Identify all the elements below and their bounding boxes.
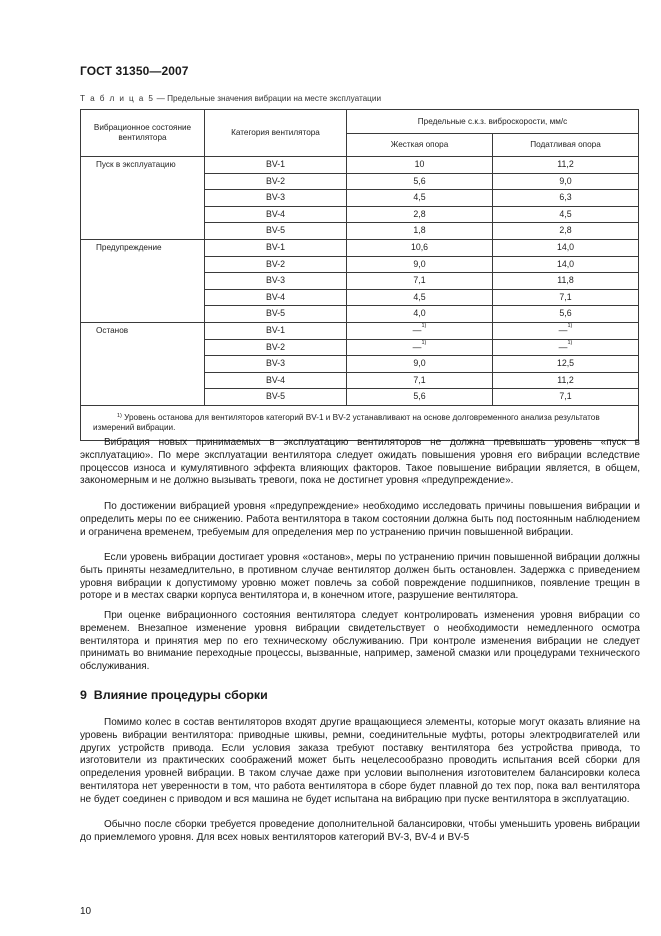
cell-fan-category: BV-5 <box>205 306 347 323</box>
limit-value: 11,8 <box>557 275 574 286</box>
paragraph-shutdown: Если уровень вибрации достигает уровня «останов», меры по устранению причин повышенной вибрации должны быть приняты незамедлительно, в противном случае вентилятор должен быть остановлен. Задержка с приведением уровня вибрации к допустимому уровню может повлечь за собой повреждение подшипников, появление трещин в роторе и в местах сварки корпуса вентилятора и, в конечном итоге, разрушение вентилятора. <box>80 552 640 602</box>
limit-value: 2,8 <box>413 208 426 219</box>
limit-value: 2,8 <box>559 225 572 236</box>
header-flexible-support: Податливая опора <box>493 134 639 157</box>
section-heading <box>80 688 268 702</box>
cell-rigid-value <box>347 322 493 339</box>
paragraph-assembly-balancing: Обычно после сборки требуется проведение дополнительной балансировки, чтобы уменьшить уровень вибрации до приемлемого уровня. Для всех новых вентиляторов категорий BV-3, BV-4 и BV-5 <box>80 819 640 843</box>
cell-rigid-value <box>347 372 493 389</box>
limit-value: 1,8 <box>413 225 426 236</box>
cell-fan-category: BV-5 <box>205 223 347 240</box>
cell-rigid-value <box>347 273 493 290</box>
limit-value: 9,0 <box>559 175 572 186</box>
paragraph-monitoring: При оценке вибрационного состояния вентилятора следует контролировать изменения уровня вибрации со временем. Внезапное изменение уровня вибрации свидетельствует о необходимости немедленного осмотра вентилятора и принятия мер по его техническому обслуживанию. При контроле изменения вибрации не следует принимать во внимание переходные процессы, вызванные, например, заменой смазки или процедурами технического обслуживания. <box>80 610 640 673</box>
cell-flexible-value <box>493 223 639 240</box>
cell-fan-category: BV-4 <box>205 206 347 223</box>
limit-value: 7,1 <box>559 391 572 402</box>
cell-rigid-value <box>347 306 493 323</box>
cell-fan-category: BV-1 <box>205 157 347 174</box>
limit-value: 7,1 <box>413 275 426 286</box>
document-header: ГОСТ 31350—2007 <box>80 64 189 78</box>
header-rigid-support: Жесткая опора <box>347 134 493 157</box>
cell-flexible-value <box>493 239 639 256</box>
cell-flexible-value <box>493 157 639 174</box>
cell-fan-category: BV-3 <box>205 356 347 373</box>
limit-value: 10,6 <box>410 241 429 252</box>
footnote-ref: 1) <box>567 339 573 346</box>
cell-fan-category: BV-3 <box>205 190 347 207</box>
limit-value: 4,5 <box>413 291 426 302</box>
table-row <box>81 157 639 174</box>
cell-fan-category: BV-1 <box>205 239 347 256</box>
page-number: 10 <box>80 906 92 917</box>
limit-value: 6,3 <box>559 192 572 203</box>
footnote-mark: 1) <box>117 412 122 419</box>
cell-vibration-state: Пуск в эксплуатацию <box>81 157 205 240</box>
cell-rigid-value <box>347 289 493 306</box>
cell-flexible-value <box>493 306 639 323</box>
cell-fan-category: BV-2 <box>205 256 347 273</box>
cell-fan-category: BV-2 <box>205 173 347 190</box>
table-row <box>81 322 639 339</box>
cell-fan-category: BV-1 <box>205 322 347 339</box>
footnote-ref: 1) <box>567 322 573 329</box>
footnote-ref: 1) <box>421 322 427 329</box>
header-fan-category: Категория вентилятора <box>205 110 347 157</box>
cell-rigid-value <box>347 389 493 406</box>
cell-fan-category: BV-4 <box>205 372 347 389</box>
limit-value: 14,0 <box>556 258 575 269</box>
cell-flexible-value <box>493 322 639 339</box>
cell-flexible-value <box>493 173 639 190</box>
cell-flexible-value <box>493 206 639 223</box>
section-number: 9 <box>80 688 87 702</box>
limit-value: 7,1 <box>413 374 426 385</box>
footnote-ref: 1) <box>421 339 427 346</box>
limit-value: 4,0 <box>413 308 426 319</box>
cell-vibration-state: Предупреждение <box>81 239 205 322</box>
cell-fan-category: BV-3 <box>205 273 347 290</box>
cell-flexible-value <box>493 273 639 290</box>
cell-flexible-value <box>493 356 639 373</box>
cell-flexible-value <box>493 190 639 207</box>
limit-value: 12,5 <box>556 358 575 369</box>
table-caption-text: Предельные значения вибрации на месте эксплуатации <box>167 94 382 103</box>
limit-value: 4,5 <box>413 192 426 203</box>
cell-flexible-value <box>493 289 639 306</box>
paragraph-warning: По достижении вибрацией уровня «предупреждение» необходимо исследовать причины повышения вибрации и определить меры по ее снижению. Работа вентилятора в таком состоянии должна быть под постоянным наблюдением и ограничена временем, требуемым для определения мер по устранению причин повышенной вибрации. <box>80 501 640 538</box>
limit-value: — <box>558 324 568 335</box>
cell-rigid-value <box>347 239 493 256</box>
cell-fan-category: BV-2 <box>205 339 347 356</box>
table-caption <box>80 94 381 103</box>
cell-vibration-state: Останов <box>81 322 205 405</box>
section-title: Влияние процедуры сборки <box>93 688 268 702</box>
limit-value: 5,6 <box>413 175 426 186</box>
header-limit-values: Предельные с.к.з. виброскорости, мм/с <box>347 110 639 134</box>
table-body <box>81 157 639 406</box>
limit-value: — <box>412 324 422 335</box>
limit-value: 5,6 <box>559 308 572 319</box>
table-caption-separator: — <box>154 94 168 103</box>
limit-value: 4,5 <box>559 208 572 219</box>
cell-rigid-value <box>347 190 493 207</box>
cell-flexible-value <box>493 256 639 273</box>
limit-value: 5,6 <box>413 391 426 402</box>
cell-rigid-value <box>347 206 493 223</box>
cell-rigid-value <box>347 157 493 174</box>
limit-value: — <box>412 341 422 352</box>
paragraph-assembly-elements: Помимо колес в состав вентиляторов входят другие вращающиеся элементы, которые могут оказать влияние на уровень вибрации вентилятора: приводные шкивы, ремни, соединительные муфты, роторы электродвигателей или других устройств привода. Если условия заказа требуют поставку вентилятора без устройства привода, то изготовители из практических соображений может быть нецелесообразно проводить испытания всей сборки для определения уровней вибрации. В таком случае даже при условии выполнения изготовителем балансировки колеса вентилятора нет уверенности в том, что работа вентилятора в сборе будет плавной до тех пор, пока вал вентилятора не будет соединен с приводом и вся машина не будет испытана на вибрацию при пуске вентилятора в эксплуатацию. <box>80 717 640 805</box>
limit-value: 7,1 <box>559 291 572 302</box>
cell-rigid-value <box>347 223 493 240</box>
limit-value: 10 <box>414 159 425 169</box>
paragraph-commissioning: Вибрация новых принимаемых в эксплуатацию вентиляторов не должна превышать уровень «пуск в эксплуатацию». По мере эксплуатации вентилятора следует ожидать повышения уровня его вибрации вследствие процессов износа и кумулятивного эффекта влияющих факторов. Такое повышение вибрации является, в общем, закономерным и не должно вызывать тревоги, пока не достигнет уровня «предупреждение». <box>80 437 640 487</box>
cell-flexible-value <box>493 389 639 406</box>
limit-value: 11,2 <box>557 374 574 385</box>
limit-value: 14,0 <box>556 241 575 252</box>
cell-rigid-value <box>347 173 493 190</box>
header-vibration-state: Вибрационное состояние вентилятора <box>81 110 205 157</box>
cell-fan-category: BV-5 <box>205 389 347 406</box>
limit-value: 11,2 <box>557 159 574 169</box>
footnote-text: Уровень останова для вентиляторов категорий BV-1 и BV-2 устанавливают на основе долговременного анализа результатов измерений вибрации. <box>93 412 600 433</box>
table-row <box>81 239 639 256</box>
cell-rigid-value <box>347 356 493 373</box>
table-footnote <box>81 405 639 440</box>
limit-value: 9,0 <box>413 358 426 369</box>
vibration-limits-table <box>80 109 639 441</box>
cell-flexible-value <box>493 372 639 389</box>
cell-fan-category: BV-4 <box>205 289 347 306</box>
limit-value: — <box>558 341 568 352</box>
cell-rigid-value <box>347 339 493 356</box>
limit-value: 9,0 <box>413 258 426 269</box>
cell-rigid-value <box>347 256 493 273</box>
table-caption-label: Т а б л и ц а 5 <box>80 94 155 103</box>
cell-flexible-value <box>493 339 639 356</box>
